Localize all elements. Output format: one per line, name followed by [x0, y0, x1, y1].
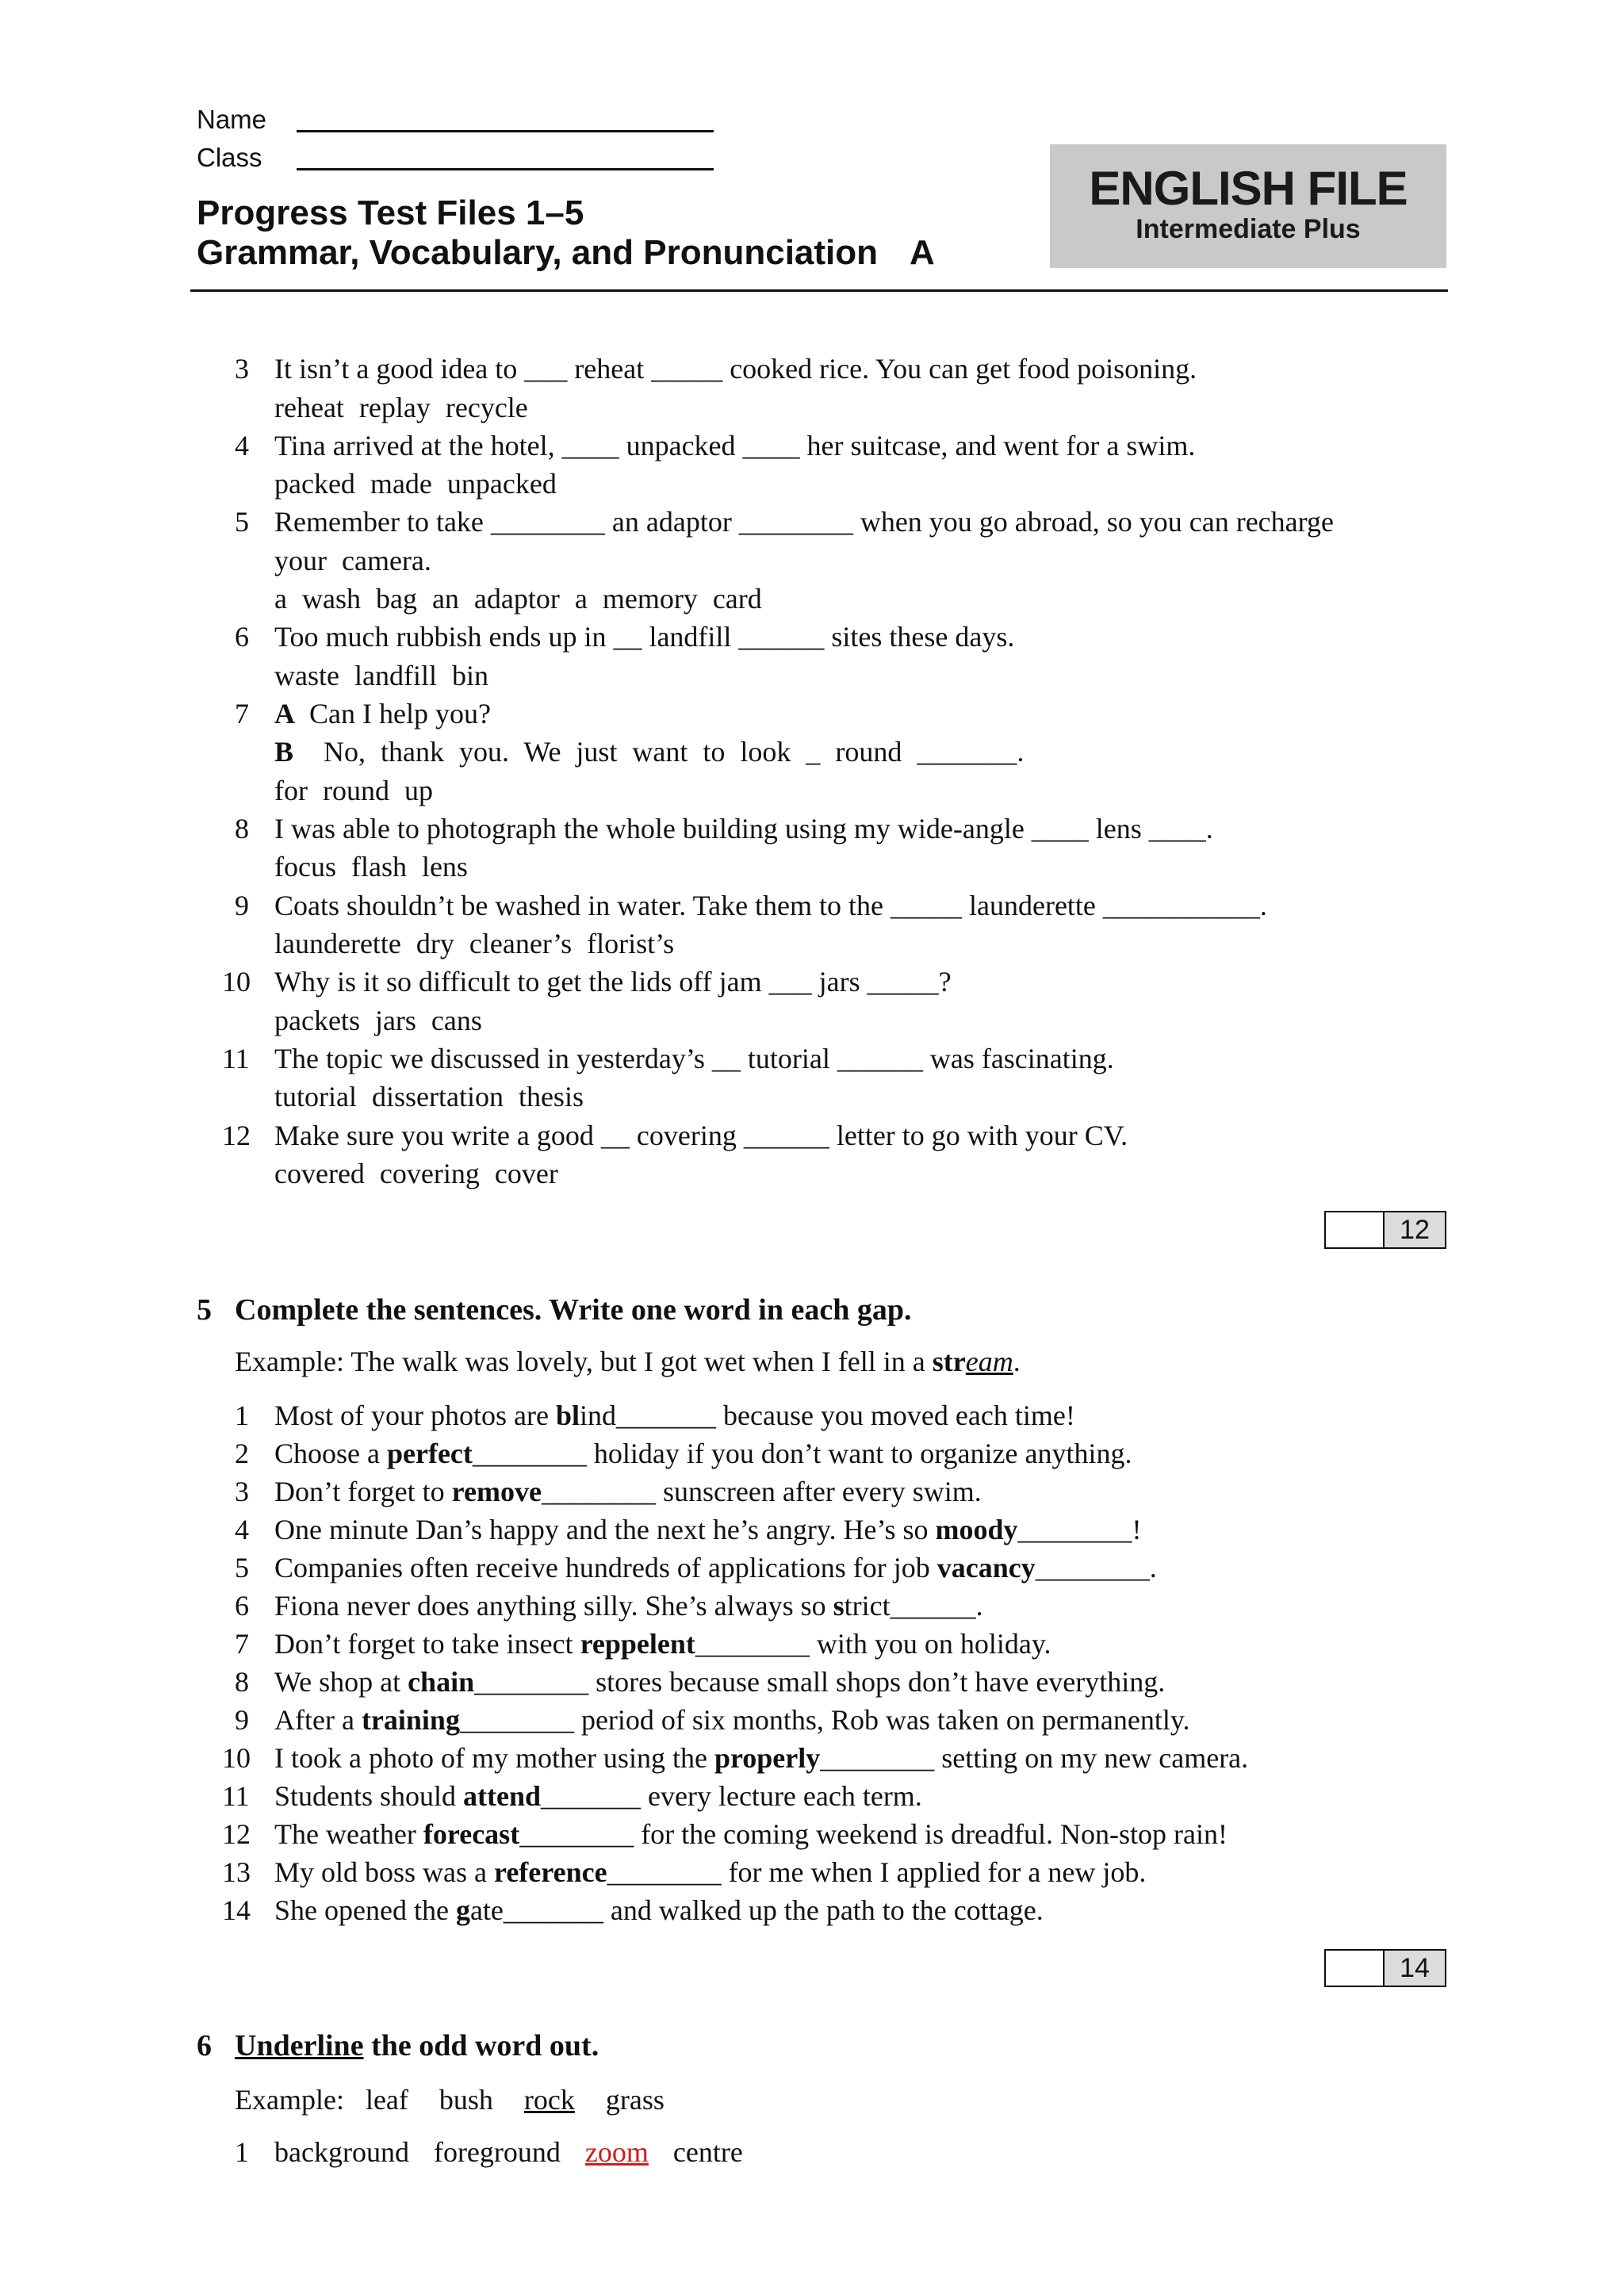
item-number: 6 [235, 1590, 249, 1622]
item-sentence[interactable] [274, 1473, 982, 1511]
item-number: 7 [235, 698, 249, 730]
dialogue-line-b[interactable] [274, 733, 1024, 772]
word-prompt: g [455, 1894, 470, 1926]
item-sentence[interactable] [274, 1777, 922, 1816]
sentence-start: The weather [274, 1818, 423, 1850]
item-sentence[interactable]: The topic we discussed in yesterday’s __ tutorial ______ was fascinating. [274, 1043, 1114, 1074]
word-prompt: attend [463, 1780, 542, 1812]
section-5-heading [197, 1293, 912, 1327]
sentence-start: Most of your photos are [274, 1400, 556, 1431]
test-subtitle [197, 233, 935, 273]
speaker-a: A [274, 698, 295, 730]
sentence-start: She opened the [274, 1894, 456, 1926]
sentence-end: ________ for the coming weekend is dreadful. Non-stop rain! [519, 1818, 1228, 1850]
sentence-end: ________ with you on holiday. [695, 1628, 1051, 1660]
section-number: 5 [197, 1293, 212, 1327]
example-label: Example: [235, 2084, 344, 2116]
item-number: 10 [222, 966, 251, 998]
word-option-underlined[interactable]: rock [523, 2084, 575, 2116]
score-input[interactable] [1326, 1212, 1385, 1247]
test-title: Progress Test Files 1–5 [197, 193, 584, 232]
word-options: covered covering cover [274, 1158, 558, 1189]
example-prompt: str [932, 1346, 966, 1377]
sentence-end: ________ holiday if you don’t want to organize anything. [472, 1438, 1132, 1469]
sentence-end: ________! [1017, 1514, 1142, 1545]
word-prompt: properly [714, 1742, 821, 1774]
sentence-end: _______ every lecture each term. [541, 1780, 922, 1812]
subtitle-text: Grammar, Vocabulary, and Pronunciation [197, 233, 879, 272]
section-6-heading [197, 2028, 599, 2063]
item-number: 8 [235, 1666, 249, 1698]
sentence-start: My old boss was a [274, 1856, 494, 1888]
dialogue-text: No, thank you. We just want to look _ round _______. [324, 736, 1025, 768]
item-number: 10 [222, 1742, 251, 1774]
sentence-end: ________ setting on my new camera. [820, 1742, 1249, 1774]
version-letter: A [910, 233, 935, 272]
word-prompt: moody [935, 1514, 1018, 1545]
dialogue-text: Can I help you? [309, 698, 491, 730]
page-header [0, 0, 1624, 301]
word-option[interactable]: leaf [365, 2084, 408, 2116]
sentence-end: ________ stores because small shops don’t have everything. [474, 1666, 1166, 1698]
item-number: 5 [235, 1552, 249, 1584]
score-input[interactable] [1326, 1951, 1385, 1986]
item-number: 2 [235, 1438, 249, 1469]
item-sentence[interactable] [274, 1815, 1228, 1854]
brand-logo [1050, 144, 1446, 268]
item-number: 4 [235, 430, 249, 461]
section-instruction: Complete the sentences. Write one word in each gap. [235, 1293, 912, 1327]
word-options: packed made unpacked [274, 468, 557, 500]
word-prompt: reppelent [580, 1628, 695, 1660]
section-number: 6 [197, 2029, 212, 2062]
sentence-start: Don’t forget to [274, 1476, 452, 1507]
item-number: 6 [235, 621, 249, 653]
word-prompt: s [833, 1590, 845, 1622]
word-prompt: reference [494, 1856, 607, 1888]
sentence-start: I took a photo of my mother using the [274, 1742, 714, 1774]
sentence-start: We shop at [274, 1666, 408, 1698]
word-options-row [274, 2133, 743, 2172]
item-sentence[interactable] [274, 1739, 1248, 1778]
word-options: tutorial dissertation thesis [274, 1081, 584, 1113]
section-6-example [235, 2083, 665, 2116]
sentence-end: ________ period of six months, Rob was taken on permanently. [459, 1704, 1190, 1736]
section-4-score-box[interactable] [1324, 1211, 1446, 1249]
item-number: 5 [235, 506, 249, 538]
word-option[interactable]: bush [439, 2084, 493, 2116]
item-sentence[interactable] [274, 1434, 1132, 1473]
word-options: a wash bag an adaptor a memory card [274, 583, 762, 615]
class-field[interactable] [197, 143, 292, 173]
word-options: focus flash lens [274, 851, 468, 883]
score-total: 14 [1385, 1951, 1445, 1986]
item-sentence[interactable] [274, 1663, 1165, 1702]
word-option[interactable]: background [274, 2136, 409, 2168]
brand-subtitle: Intermediate Plus [1136, 214, 1361, 244]
item-sentence[interactable] [274, 1587, 983, 1626]
item-sentence[interactable] [274, 1625, 1051, 1664]
word-option[interactable]: grass [605, 2084, 665, 2116]
sentence-start: After a [274, 1704, 362, 1736]
word-prompt: chain [408, 1666, 475, 1698]
item-number: 14 [222, 1894, 251, 1926]
header-divider [190, 289, 1448, 292]
word-options: reheat replay recycle [274, 392, 528, 423]
sentence-end: ________ sunscreen after every swim. [541, 1476, 982, 1507]
item-number: 12 [222, 1818, 251, 1850]
item-sentence[interactable]: Coats shouldn’t be washed in water. Take them to the _____ launderette ___________. [274, 890, 1267, 921]
sentence-end: ind_______ because you moved each time! [580, 1400, 1075, 1431]
item-sentence-continued: your camera. [274, 545, 431, 576]
sentence-start: Choose a [274, 1438, 387, 1469]
word-options: waste landfill bin [274, 660, 488, 691]
item-number: 4 [235, 1514, 249, 1545]
item-number: 7 [235, 1628, 249, 1660]
section-instruction-underlined: Underline [235, 2029, 364, 2062]
word-prompt: training [361, 1704, 460, 1736]
item-number: 3 [235, 353, 249, 385]
item-number: 11 [222, 1780, 250, 1812]
name-field[interactable] [197, 105, 292, 135]
sentence-start: One minute Dan’s happy and the next he’s angry. He’s so [274, 1514, 936, 1545]
name-line[interactable] [297, 130, 714, 132]
dialogue-line-a [274, 695, 491, 733]
item-number: 3 [235, 1476, 249, 1507]
example-answer: eam [965, 1346, 1013, 1377]
section-5-score-box[interactable] [1324, 1949, 1446, 1987]
item-number: 1 [235, 2136, 249, 2168]
item-sentence[interactable]: Remember to take ________ an adaptor ________ when you go abroad, so you can recharge [274, 506, 1334, 538]
sentence-end: trict______. [844, 1590, 983, 1622]
name-label: Name [197, 105, 267, 134]
word-options: for round up [274, 775, 433, 806]
example-text: Example: The walk was lovely, but I got wet when I fell in a [235, 1346, 933, 1377]
item-number: 1 [235, 1400, 249, 1431]
item-number: 12 [222, 1120, 251, 1151]
sentence-start: Don’t forget to take insect [274, 1628, 580, 1660]
word-option-underlined[interactable]: zoom [584, 2136, 649, 2168]
word-prompt: perfect [386, 1438, 473, 1469]
word-prompt: vacancy [936, 1552, 1036, 1584]
word-option[interactable]: foreground [433, 2136, 561, 2168]
item-number: 9 [235, 890, 249, 921]
class-label: Class [197, 143, 262, 172]
word-prompt: remove [451, 1476, 542, 1507]
sentence-start: Students should [274, 1780, 464, 1812]
item-sentence[interactable] [274, 1853, 1146, 1892]
item-sentence[interactable]: I was able to photograph the whole building using my wide-angle ____ lens ____. [274, 813, 1213, 844]
section-5-example [235, 1345, 1021, 1378]
word-prompt: bl [555, 1400, 580, 1431]
section-instruction: the odd word out. [363, 2029, 599, 2062]
sentence-end: ________ for me when I applied for a new job. [607, 1856, 1147, 1888]
word-prompt: forecast [423, 1818, 520, 1850]
brand-title: ENGLISH FILE [1089, 162, 1408, 215]
item-sentence[interactable] [274, 1891, 1044, 1930]
item-sentence[interactable] [274, 1396, 1075, 1435]
class-line[interactable] [297, 168, 714, 170]
sentence-start: Fiona never does anything silly. She’s always so [274, 1590, 833, 1622]
sentence-start: Companies often receive hundreds of applications for job [274, 1552, 937, 1584]
item-sentence[interactable]: Too much rubbish ends up in __ landfill ______ sites these days. [274, 621, 1015, 653]
item-number: 9 [235, 1704, 249, 1736]
word-options: packets jars cans [274, 1005, 482, 1036]
sentence-end: ________. [1035, 1552, 1157, 1584]
item-number: 11 [222, 1043, 250, 1074]
example-end: . [1013, 1346, 1021, 1377]
sentence-end: ate_______ and walked up the path to the cottage. [469, 1894, 1044, 1926]
item-number: 8 [235, 813, 249, 844]
item-sentence[interactable]: Why is it so difficult to get the lids off jam ___ jars _____? [274, 966, 952, 998]
item-sentence[interactable] [274, 1511, 1142, 1549]
score-total: 12 [1385, 1212, 1445, 1247]
item-sentence[interactable]: Tina arrived at the hotel, ____ unpacked ____ her suitcase, and went for a swim. [274, 430, 1196, 461]
item-sentence[interactable]: Make sure you write a good __ covering ______ letter to go with your CV. [274, 1120, 1128, 1151]
word-option[interactable]: centre [672, 2136, 743, 2168]
item-sentence[interactable] [274, 1549, 1157, 1587]
item-number: 13 [222, 1856, 251, 1888]
word-options: launderette dry cleaner’s florist’s [274, 928, 675, 959]
speaker-b: B [274, 736, 294, 768]
item-sentence[interactable] [274, 1701, 1189, 1740]
item-sentence[interactable]: It isn’t a good idea to ___ reheat _____ cooked rice. You can get food poisoning. [274, 353, 1197, 385]
